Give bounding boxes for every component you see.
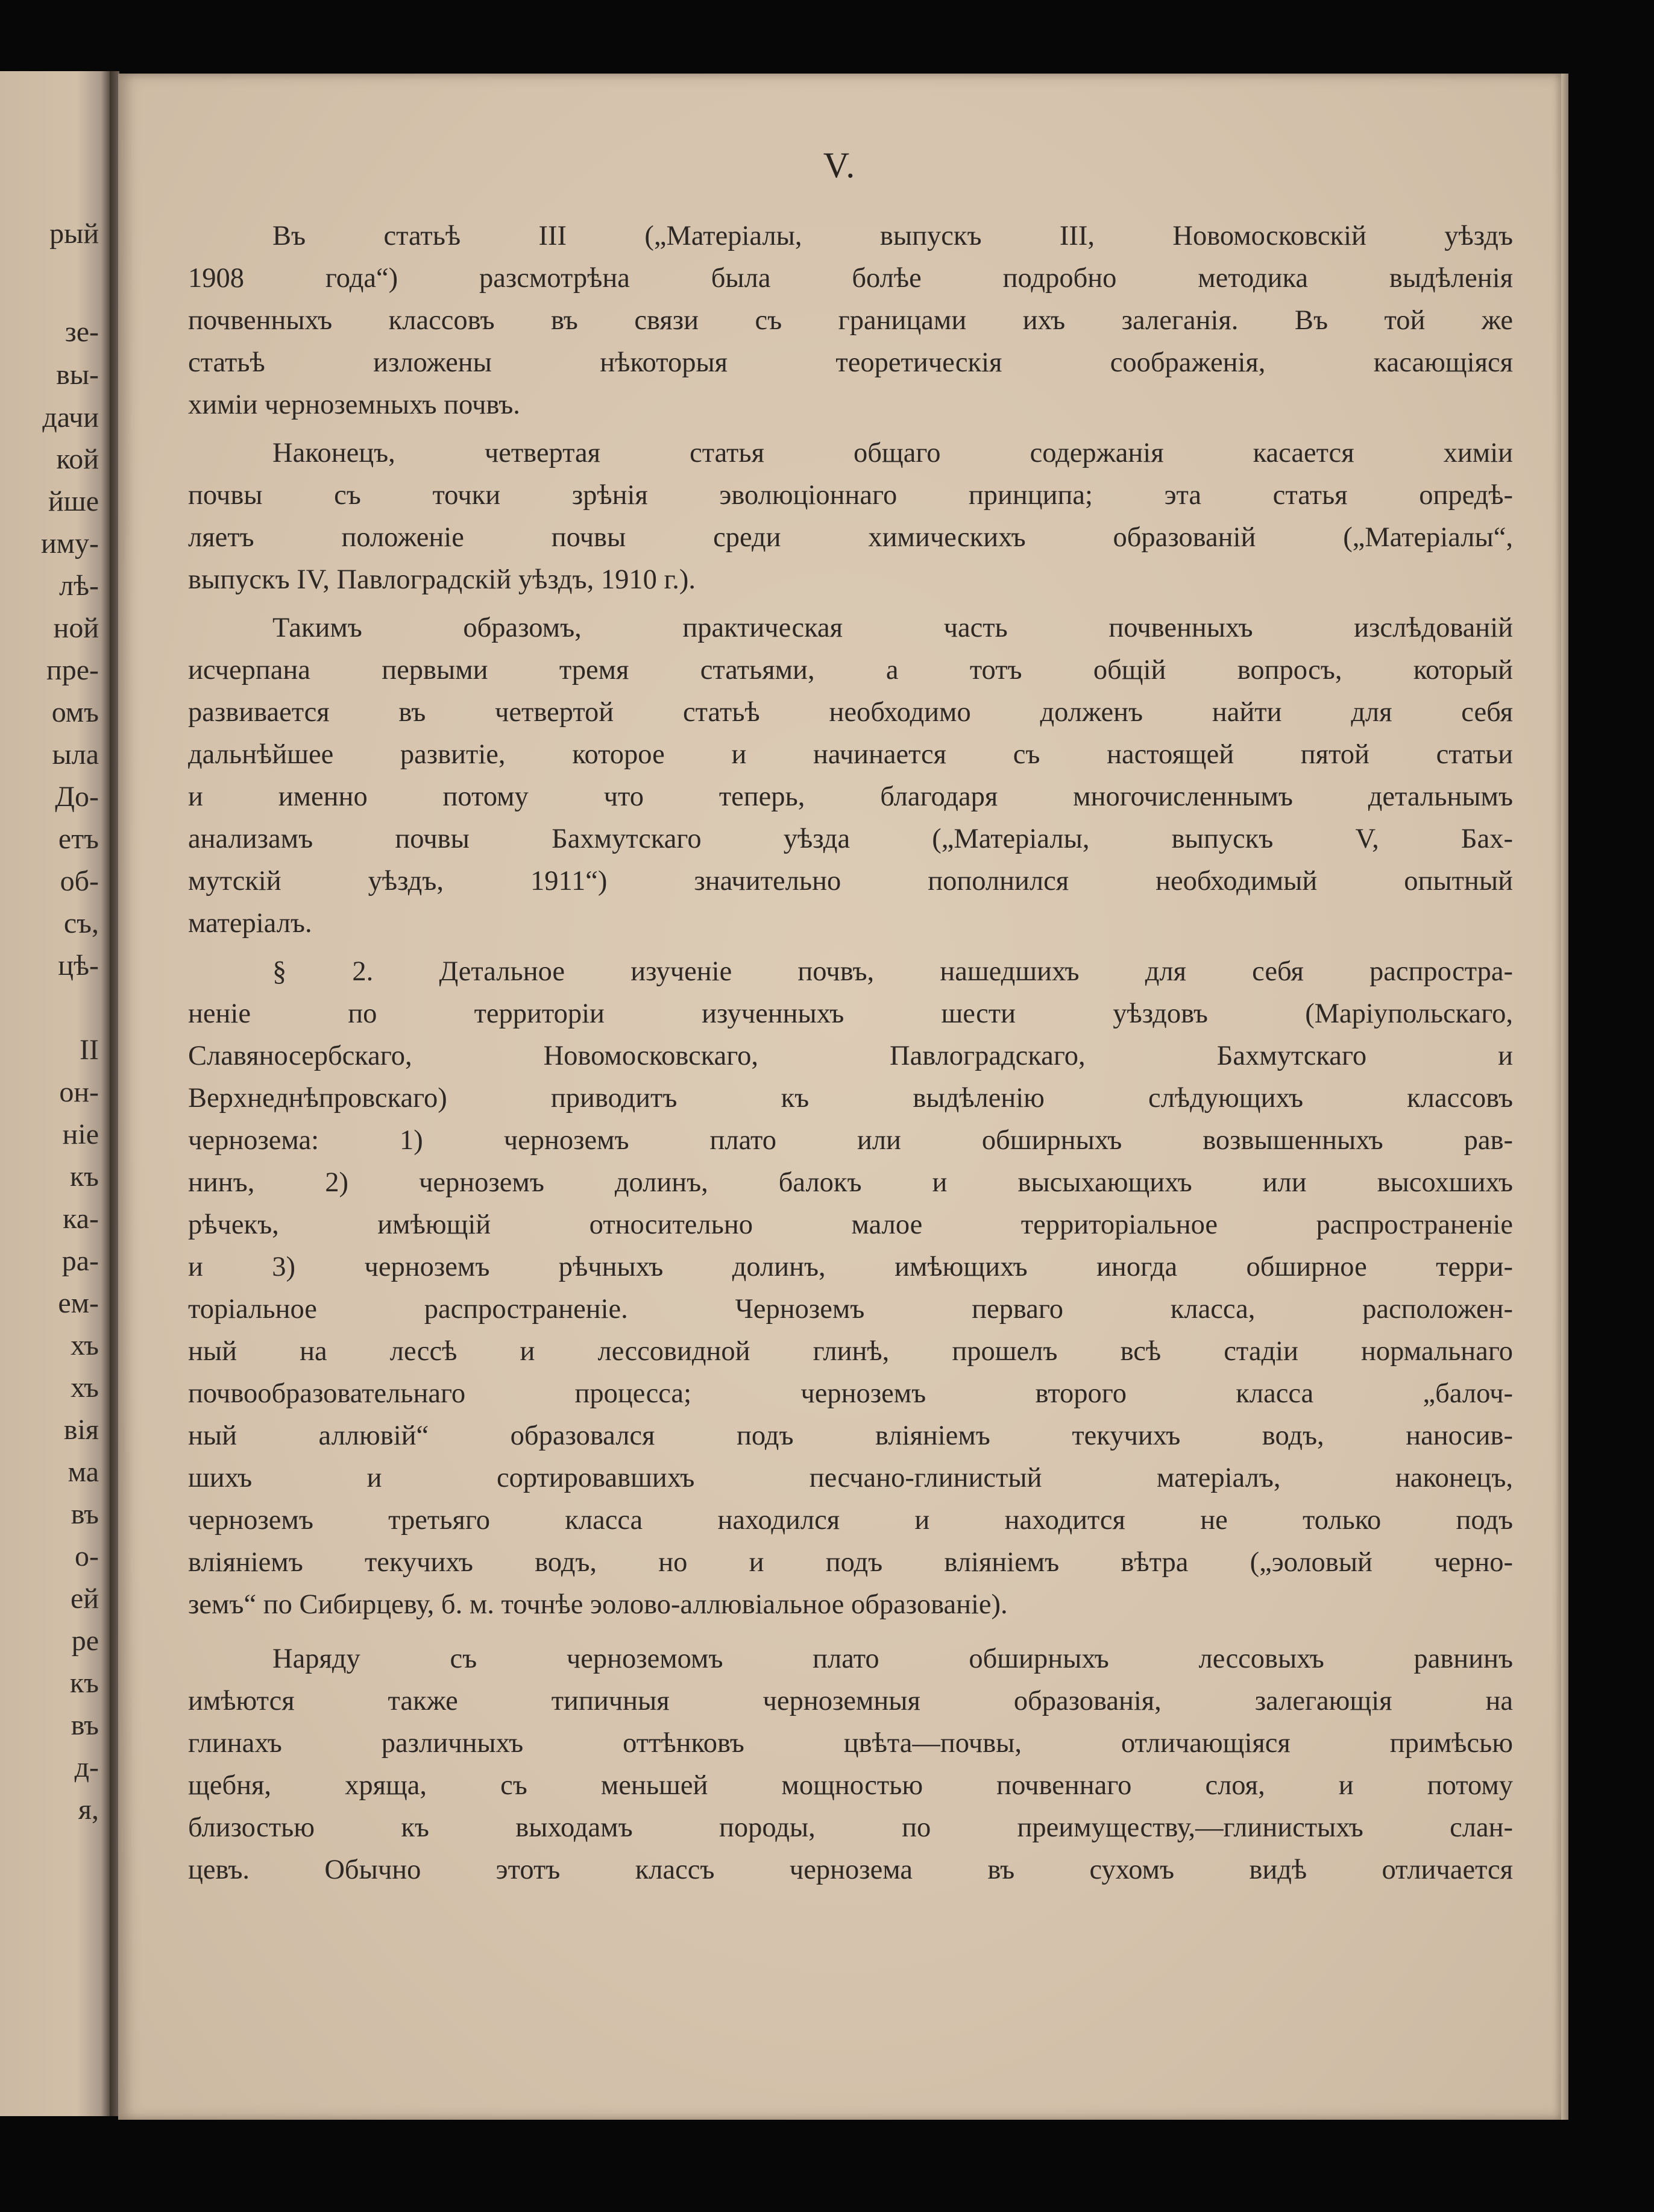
text-line: развивается въ четвертой статьѣ необходимо долженъ найти для себя <box>188 697 1513 728</box>
left-page-fragment: об- <box>60 865 99 897</box>
left-page-fragment: ем- <box>58 1287 99 1319</box>
left-page-fragment: рый <box>49 218 99 250</box>
left-page-fragment: он- <box>59 1076 99 1108</box>
text-line: вліяніемъ текучихъ водъ, но и подъ вліяніемъ вѣтра („эоловый черно- <box>188 1547 1513 1578</box>
text-line: земъ“ по Сибирцеву, б. м. точнѣе эолово-аллювіальное образованіе). <box>188 1589 1008 1620</box>
book-page <box>118 74 1561 2120</box>
left-page-fragment: хъ <box>71 1372 99 1404</box>
text-line: Такимъ образомъ, практическая часть почвенныхъ изслѣдованій <box>272 613 1513 643</box>
left-page-fragment: къ <box>69 1667 99 1699</box>
left-page-fragment: въ <box>71 1709 99 1741</box>
text-line: шихъ и сортировавшихъ песчано-глинистый матеріалъ, наконецъ, <box>188 1463 1513 1493</box>
left-page-fragment: пре- <box>46 654 99 686</box>
left-page-fragment: о- <box>75 1540 99 1572</box>
text-line: почвенныхъ классовъ въ связи съ границами ихъ залеганія. Въ той же <box>188 305 1513 336</box>
left-page-fragment: въ <box>71 1498 99 1530</box>
text-line: щебня, хряща, съ меньшей мощностью почвеннаго слоя, и потому <box>188 1770 1513 1801</box>
text-line: дальнѣйшее развитіе, которое и начинается съ настоящей пятой статьи <box>188 739 1513 770</box>
text-line: почвообразовательнаго процесса; черноземъ второго класса „балоч- <box>188 1378 1513 1409</box>
left-page-fragment: омъ <box>51 696 99 728</box>
text-line: химіи черноземныхъ почвъ. <box>188 389 520 420</box>
left-page-fragment: хъ <box>71 1329 99 1361</box>
text-line: Въ статьѣ III („Матеріалы, выпускъ III, Новомосковскій уѣздъ <box>272 221 1513 251</box>
left-page-fragment: зе- <box>64 316 99 348</box>
text-line: глинахъ различныхъ оттѣнковъ цвѣта—почвы, отличающіяся примѣсью <box>188 1728 1513 1759</box>
text-line: статьѣ изложены нѣкоторыя теоретическія соображенія, касающіяся <box>188 347 1513 378</box>
left-page-fragment: ей <box>71 1583 99 1615</box>
text-line: анализамъ почвы Бахмутскаго уѣзда („Матеріалы, выпускъ V, Бах- <box>188 824 1513 854</box>
left-page-fragment: я, <box>78 1794 99 1826</box>
left-page-fragment: II <box>80 1034 99 1066</box>
left-page-fragment: вія <box>63 1414 99 1446</box>
text-line: матеріалъ. <box>188 908 312 939</box>
left-page-fragment: йше <box>48 485 99 517</box>
left-page-fragment: вы- <box>56 359 99 391</box>
left-page-fragment: ма <box>68 1456 99 1488</box>
left-page-fragment: ра- <box>61 1245 99 1277</box>
text-line: Наряду съ черноземомъ плато обширныхъ лессовыхъ равнинъ <box>272 1643 1513 1674</box>
left-page-fragment: иму- <box>40 528 99 559</box>
left-page-fragment: ніе <box>62 1118 99 1150</box>
left-page-fragment: До- <box>55 781 99 813</box>
left-page-fragment: етъ <box>58 823 99 855</box>
text-line: мутскій уѣздъ, 1911“) значительно пополнился необходимый опытный <box>188 866 1513 896</box>
left-page-fragment: д- <box>74 1751 99 1783</box>
left-page-fragment: дачи <box>42 402 99 433</box>
left-page-fragment: цѣ- <box>58 950 99 982</box>
text-line: имѣются также типичныя черноземныя образованія, залегающія на <box>188 1686 1513 1716</box>
text-line: Верхнеднѣпровскаго) приводитъ къ выдѣленію слѣдующихъ классовъ <box>188 1083 1513 1114</box>
text-line: выпускъ IV, Павлоградскій уѣздъ, 1910 г.). <box>188 564 696 595</box>
page-right-edge <box>1561 74 1568 2120</box>
text-line: торіальное распространеніе. Черноземъ перваго класса, расположен- <box>188 1294 1513 1325</box>
text-line: черноземъ третьяго класса находился и находится не только подъ <box>188 1505 1513 1536</box>
text-line: Наконецъ, четвертая статья общаго содержанія касается химіи <box>272 438 1513 468</box>
text-line: ный на лессѣ и лессовидной глинѣ, прошелъ всѣ стадіи нормальнаго <box>188 1336 1513 1367</box>
left-page-fragment: лѣ- <box>59 570 99 602</box>
left-page-fragment: кой <box>56 443 99 475</box>
text-line: исчерпана первыми тремя статьями, а тотъ общій вопросъ, который <box>188 655 1513 685</box>
text-line: Славяносербскаго, Новомосковскаго, Павлоградскаго, Бахмутскаго и <box>188 1041 1513 1071</box>
left-page-fragment: ка- <box>63 1203 99 1235</box>
left-page-fragment: къ <box>69 1161 99 1193</box>
left-page-fragment: ре <box>71 1625 99 1657</box>
text-line: близостью къ выходамъ породы, по преимуществу,—глинистыхъ слан- <box>188 1812 1513 1843</box>
left-page-fragment: ыла <box>52 739 99 770</box>
text-line: и именно потому что теперь, благодаря многочисленнымъ детальнымъ <box>188 781 1513 812</box>
text-line: неніе по территоріи изученныхъ шести уѣздовъ (Маріупольскаго, <box>188 998 1513 1029</box>
left-page-edge <box>0 71 110 2116</box>
text-line: цевъ. Обычно этотъ классъ чернозема въ сухомъ видѣ отличается <box>188 1854 1513 1885</box>
text-line: чернозема: 1) черноземъ плато или обширныхъ возвышенныхъ рав- <box>188 1125 1513 1156</box>
text-line: нинъ, 2) черноземъ долинъ, балокъ и высыхающихъ или высохшихъ <box>188 1167 1513 1198</box>
text-line: и 3) черноземъ рѣчныхъ долинъ, имѣющихъ иногда обширное терри- <box>188 1252 1513 1282</box>
text-line: ляетъ положеніе почвы среди химическихъ образованій („Матеріалы“, <box>188 522 1513 553</box>
text-line: почвы съ точки зрѣнія эволюціоннаго принципа; эта статья опредѣ- <box>188 480 1513 511</box>
text-line: ный аллювій“ образовался подъ вліяніемъ текучихъ водъ, наносив- <box>188 1420 1513 1451</box>
left-page-fragment: ной <box>53 612 99 644</box>
left-page-fragment: съ, <box>63 907 99 939</box>
text-line: рѣчекъ, имѣющій относительно малое территоріальное распространеніе <box>188 1209 1513 1240</box>
text-line: § 2. Детальное изученіе почвъ, нашедшихъ для себя распростра- <box>272 956 1513 987</box>
chapter-heading: V. <box>823 145 857 185</box>
text-line: 1908 года“) разсмотрѣна была болѣе подробно методика выдѣленія <box>188 263 1513 294</box>
